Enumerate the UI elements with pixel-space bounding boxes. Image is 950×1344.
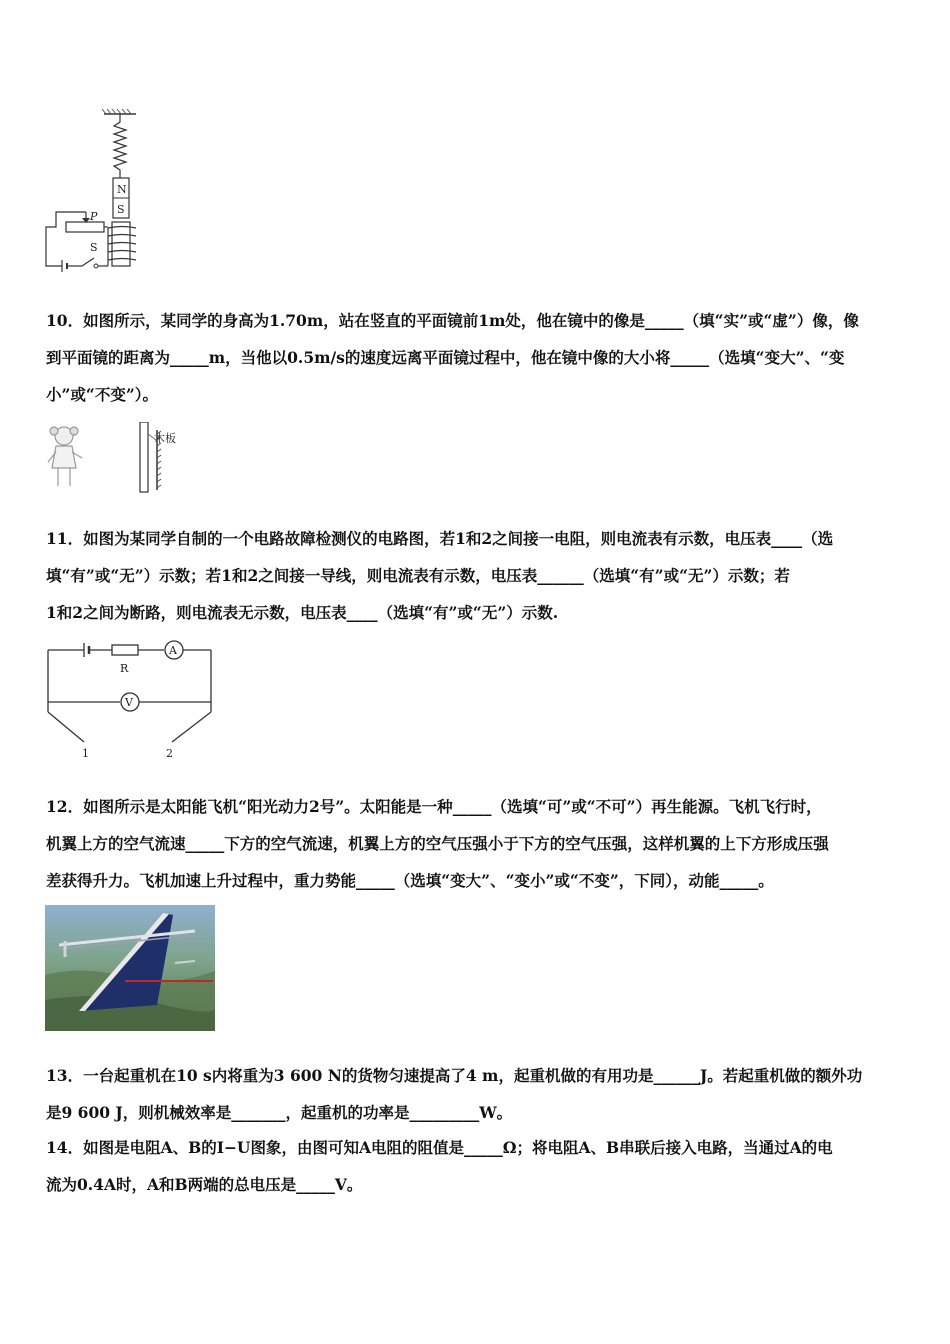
magnet-pole-s: S: [117, 203, 125, 216]
question-12-line-3: 差获得升力。飞机加速上升过程中，重力势能_____（选填“变大”、“变小”或“不变”，下同），动能_____。: [46, 871, 774, 890]
question-11-line-3: 1和2之间为断路，则电流表无示数，电压表____（选填“有”或“无”）示数.: [46, 603, 559, 622]
terminal-2-label: 2: [166, 747, 173, 760]
slider-label: P: [90, 210, 98, 223]
question-13: [46, 1057, 906, 1131]
question-14-line-2: 流为0.4A时，A和B两端的总电压是_____V。: [46, 1175, 363, 1194]
question-11-line-2: 填“有”或“无”）示数；若1和2之间接一导线，则电流表有示数，电压表______（选填“有”或“无”）示数；若: [46, 566, 790, 585]
question-11-line-1: 11．如图为某同学自制的一个电路故障检测仪的电路图，若1和2之间接一电阻，则电流表有示数，电压表____（选: [46, 529, 834, 548]
question-10-line-2: 到平面镜的距离为_____m，当他以0.5m/s的速度远离平面镜过程中，他在镜中像的大小将_____（选填“变大”、“变: [46, 348, 845, 367]
question-10: [46, 302, 906, 413]
ammeter-label: A: [169, 644, 177, 657]
board-label: 木板: [154, 432, 176, 445]
question-14: [46, 1129, 906, 1203]
question-10-line-3: 小”或“不变”）。: [46, 385, 158, 404]
question-13-line-1: 13．一台起重机在10 s内将重为3 600 N的货物匀速提高了4 m，起重机做的有用功是______J。若起重机做的额外功: [46, 1066, 863, 1085]
question-13-line-2: 是9 600 J，则机械效率是_______，起重机的功率是_________W。: [46, 1103, 513, 1122]
voltmeter-label: V: [125, 696, 133, 709]
question-12-line-1: 12．如图所示是太阳能飞机“阳光动力2号”。太阳能是一种_____（选填“可”或“不可”）再生能源。飞机飞行时，: [46, 797, 822, 816]
electromagnet-spring-figure: [40, 108, 150, 273]
question-12: [46, 788, 906, 899]
girl-illustration: [48, 427, 82, 486]
question-14-line-1: 14．如图是电阻A、B的I−U图象，由图可知A电阻的阻值是_____Ω；将电阻A、B串联后接入电路，当通过A的电: [46, 1138, 833, 1157]
question-10-line-1: 10．如图所示，某同学的身高为1.70m，站在竖直的平面镜前1m处，他在镜中的像是_____（填“实”或“虚”）像，像: [46, 311, 859, 330]
magnet-pole-n: N: [117, 183, 127, 196]
mirror-figure: [44, 422, 189, 494]
resistor-label: R: [120, 662, 129, 675]
question-12-line-2: 机翼上方的空气流速_____下方的空气流速，机翼上方的空气压强小于下方的空气压强，这样机翼的上下方形成压强: [46, 834, 829, 853]
fault-detector-circuit: [44, 640, 219, 765]
question-11: [46, 520, 906, 631]
solar-plane-photo: [45, 905, 215, 1031]
switch-label: S: [90, 241, 98, 254]
terminal-1-label: 1: [82, 747, 89, 760]
